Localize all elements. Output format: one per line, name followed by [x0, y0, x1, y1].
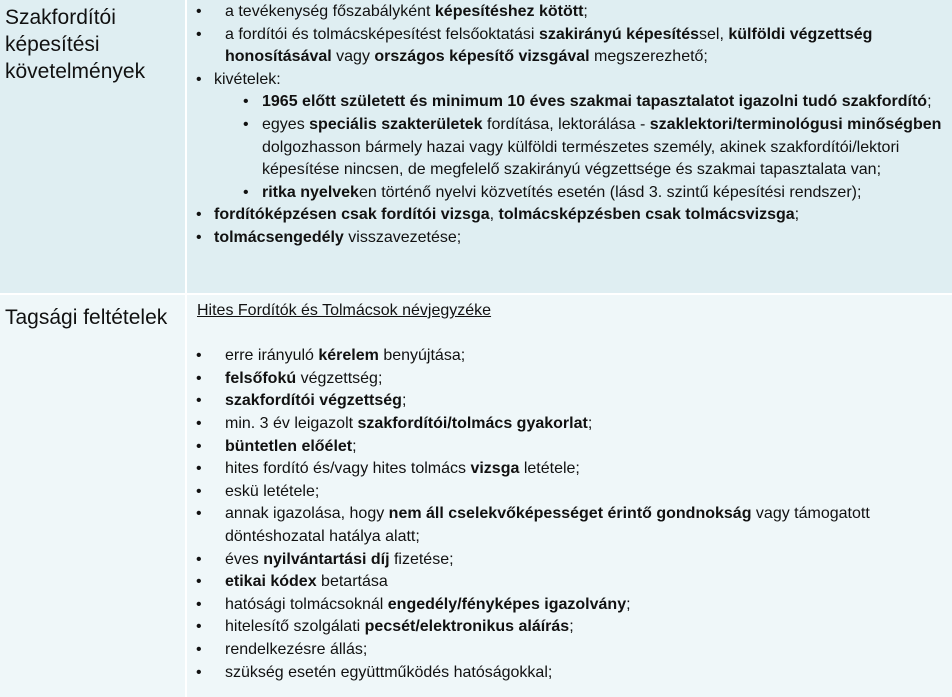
text: rendelkezésre állás;: [225, 640, 368, 658]
list-item: [187, 345, 952, 368]
bold-text: nyilvántartási díj: [263, 550, 390, 568]
text: erre irányuló: [225, 347, 319, 365]
text: ,: [489, 206, 499, 224]
text: vagy: [331, 48, 375, 66]
text: egyes: [262, 115, 310, 133]
bold-text: képesítéshez kötött: [434, 3, 584, 20]
membership-heading: Tagsági feltételek: [0, 295, 185, 697]
list-item: [187, 458, 952, 481]
bold-text: országos képesítő vizsgával: [374, 48, 590, 66]
text: vagy támogatott döntéshozatal hatálya alatt;: [225, 505, 870, 545]
list-item: [187, 182, 952, 205]
text: dolgozhasson bármely hazai vagy külföldi természetes személy, akinek szakfordítói/lektori képesítése nincsen, de megfelelő szakirányú végzettsége és szakmai tapasztalata van;: [262, 138, 900, 179]
list-item: [187, 413, 952, 436]
bold-text: szakfordítói/tolmács gyakorlat: [357, 414, 588, 432]
qualification-content: [187, 0, 952, 293]
text: eskü letétele;: [225, 482, 320, 500]
list-item: [187, 639, 952, 662]
text: betartása: [316, 573, 388, 591]
text: ;: [352, 437, 357, 455]
bold-text: felsőfokú: [225, 369, 297, 387]
list-item: [187, 69, 952, 92]
qualification-heading: Szakfordítói képesítési követelmények: [0, 0, 185, 293]
bold-text: szakirányú képesítés: [538, 25, 700, 43]
text: ;: [583, 3, 588, 20]
bold-text: 1965 előtt született és minimum 10 éves szakmai tapasztalatot igazolni tudó szakfordító: [262, 93, 928, 111]
row-divider: [0, 293, 952, 295]
text: a tevékenység főszabályként: [225, 3, 435, 20]
list-item: [187, 662, 952, 685]
qualification-row: [0, 0, 952, 293]
text: benyújtása;: [378, 347, 466, 365]
text: letétele;: [519, 460, 580, 478]
registry-title: Hites Fordítók és Tolmácsok névjegyzéke: [197, 302, 492, 319]
text: ;: [626, 595, 631, 613]
list-item: [187, 227, 952, 250]
list-item: [187, 481, 952, 504]
membership-list: [187, 345, 952, 684]
text: en történő nyelvi közvetítés esetén (lásd 3. szintű képesítési rendszer);: [358, 183, 862, 201]
text: hites fordító és/vagy hites tolmács: [225, 460, 471, 478]
list-item: [187, 204, 952, 227]
text: fordítása, lektorálása -: [482, 115, 650, 133]
list-item: [187, 436, 952, 459]
bold-text: tolmácsengedély: [214, 228, 344, 246]
bold-text: engedély/fényképes igazolvány: [387, 595, 627, 613]
bold-text: szaklektori/terminológusi minőségben: [649, 115, 942, 133]
list-item: [187, 549, 952, 572]
list-item: [187, 616, 952, 639]
list-item: [187, 503, 952, 548]
text: min. 3 év leigazolt: [225, 414, 358, 432]
list-item: [187, 24, 952, 69]
text: ;: [401, 392, 407, 410]
bold-text: vizsga: [470, 460, 520, 478]
text: kivételek:: [214, 70, 281, 88]
list-item: [187, 368, 952, 391]
membership-row: [0, 295, 952, 697]
text: annak igazolása, hogy: [225, 505, 389, 523]
list-item: [187, 571, 952, 594]
list-item: [187, 114, 952, 182]
bold-text: pecsét/elektronikus aláírás: [364, 618, 570, 636]
bold-text: szakfordítói végzettség: [225, 392, 402, 410]
bold-text: kérelem: [318, 347, 379, 365]
text: szükség esetén együttműködés hatóságokkal;: [225, 663, 553, 681]
list-item: [187, 594, 952, 617]
bold-text: etikai kódex: [225, 573, 317, 591]
text: ;: [569, 618, 574, 636]
column-divider: [185, 0, 187, 697]
text: fizetése;: [389, 550, 454, 568]
bold-text: fordítóképzésen csak fordítói vizsga: [214, 206, 490, 224]
text: hatósági tolmácsoknál: [225, 595, 388, 613]
text: ;: [794, 206, 800, 224]
bold-text: ritka nyelvek: [262, 183, 359, 201]
membership-content: [187, 295, 952, 697]
text: sel,: [699, 25, 729, 43]
bold-text: speciális szakterületek: [309, 115, 483, 133]
text: hitelesítő szolgálati: [225, 618, 365, 636]
qualification-list: [187, 0, 952, 250]
text: végzettség;: [296, 369, 383, 387]
list-item: [187, 390, 952, 413]
text: éves: [225, 550, 264, 568]
text: ;: [587, 414, 593, 432]
bold-text: nem áll cselekvőképességet érintő gondnokság: [388, 505, 752, 523]
bold-text: büntetlen előélet: [225, 437, 353, 455]
text: a fordítói és tolmácsképesítést felsőoktatási: [225, 25, 539, 43]
text: megszerezhető;: [589, 48, 708, 66]
text: ;: [927, 93, 932, 111]
list-item: [187, 91, 952, 114]
list-item: [187, 1, 952, 24]
bold-text: tolmácsképzésben csak tolmácsvizsga: [498, 206, 795, 224]
bold-text: külföldi végzettség honosításával: [225, 25, 873, 66]
text: visszavezetése;: [343, 228, 462, 246]
